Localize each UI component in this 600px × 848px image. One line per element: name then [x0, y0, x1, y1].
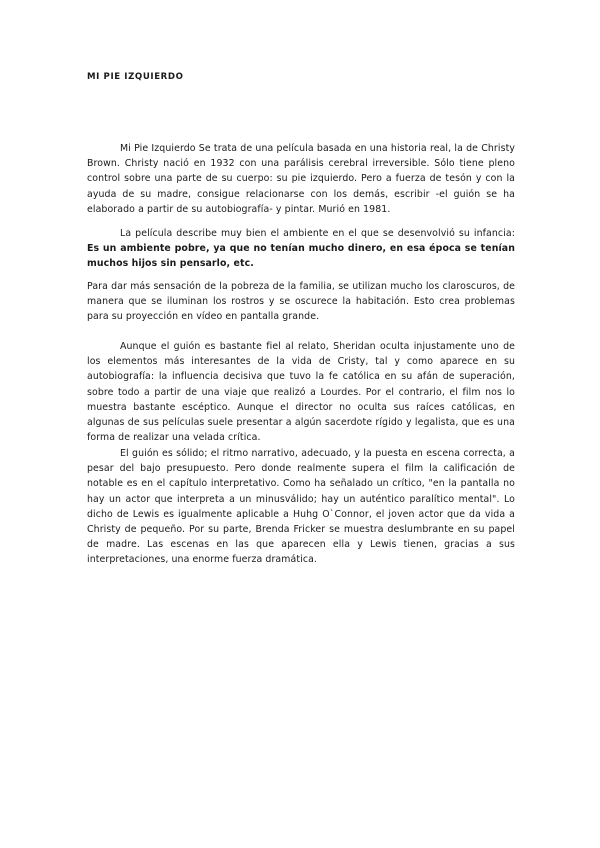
- paragraph-ambiente-text: La película describe muy bien el ambiente en el que se desenvolvió su infancia:: [120, 228, 515, 239]
- paragraph-guion: Aunque el guión es bastante fiel al relato, Sheridan oculta injustamente uno de los elementos más interesantes de la vida de Cristy, tal y como aparece en su autobiografía: la influencia decisiva que tuvo la fe católica en su afán de superación, sobre todo a partir de una viaje que realizó a Lourdes. Por el contrario, el film nos lo muestra bastante escéptico. Aunque el director no oculta sus raíces católicas, en algunas de sus películas suele presentar a algún sacerdote rígido y legalista, que es una forma de realizar una velada crítica.: [87, 341, 515, 444]
- paragraph-interpretacion: El guión es sólido; el ritmo narrativo, adecuado, y la puesta en escena correcta, a pesar del bajo presupuesto. Pero donde realmente supera el film la calificación de notable es en el capítulo interpretativo. Como ha señalado un crítico, "en la pantalla no hay un actor que interpreta a un minusválido; hay un auténtico paralítico mental". Lo dicho de Lewis es igualmente aplicable a Huhg O`Connor, el joven actor que da vida a Christy de pequeño. Por su parte, Brenda Fricker se muestra deslumbrante en su papel de madre. Las escenas en las que aparecen ella y Lewis tienen, gracias a sus interpretaciones, una enorme fuerza dramática.: [87, 448, 515, 566]
- paragraph-claroscuros: Para dar más sensación de la pobreza de la familia, se utilizan mucho los claroscuros, de manera que se iluminan los rostros y se oscurece la habitación. Esto crea problemas para su proyección en vídeo en pantalla grande.: [87, 281, 515, 323]
- paragraph-ambiente: [87, 226, 515, 272]
- document-title: MI PIE IZQUIERDO: [87, 72, 184, 82]
- paragraph-intro: Mi Pie Izquierdo Se trata de una película basada en una historia real, la de Christy Brown. Christy nació en 1932 con una parálisis cerebral irreversible. Sólo tiene pleno control sobre una parte de su cuerpo: su pie izquierdo. Pero a fuerza de tesón y con la ayuda de su madre, consigue relacionarse con los demás, escribir -el guión se ha elaborado a partir de su autobiografía- y pintar. Murió en 1981.: [87, 143, 515, 215]
- paragraph-ambiente-bold-text: Es un ambiente pobre, ya que no tenían mucho dinero, en esa época se tenían muchos hijos sin pensarlo, etc.: [87, 243, 515, 270]
